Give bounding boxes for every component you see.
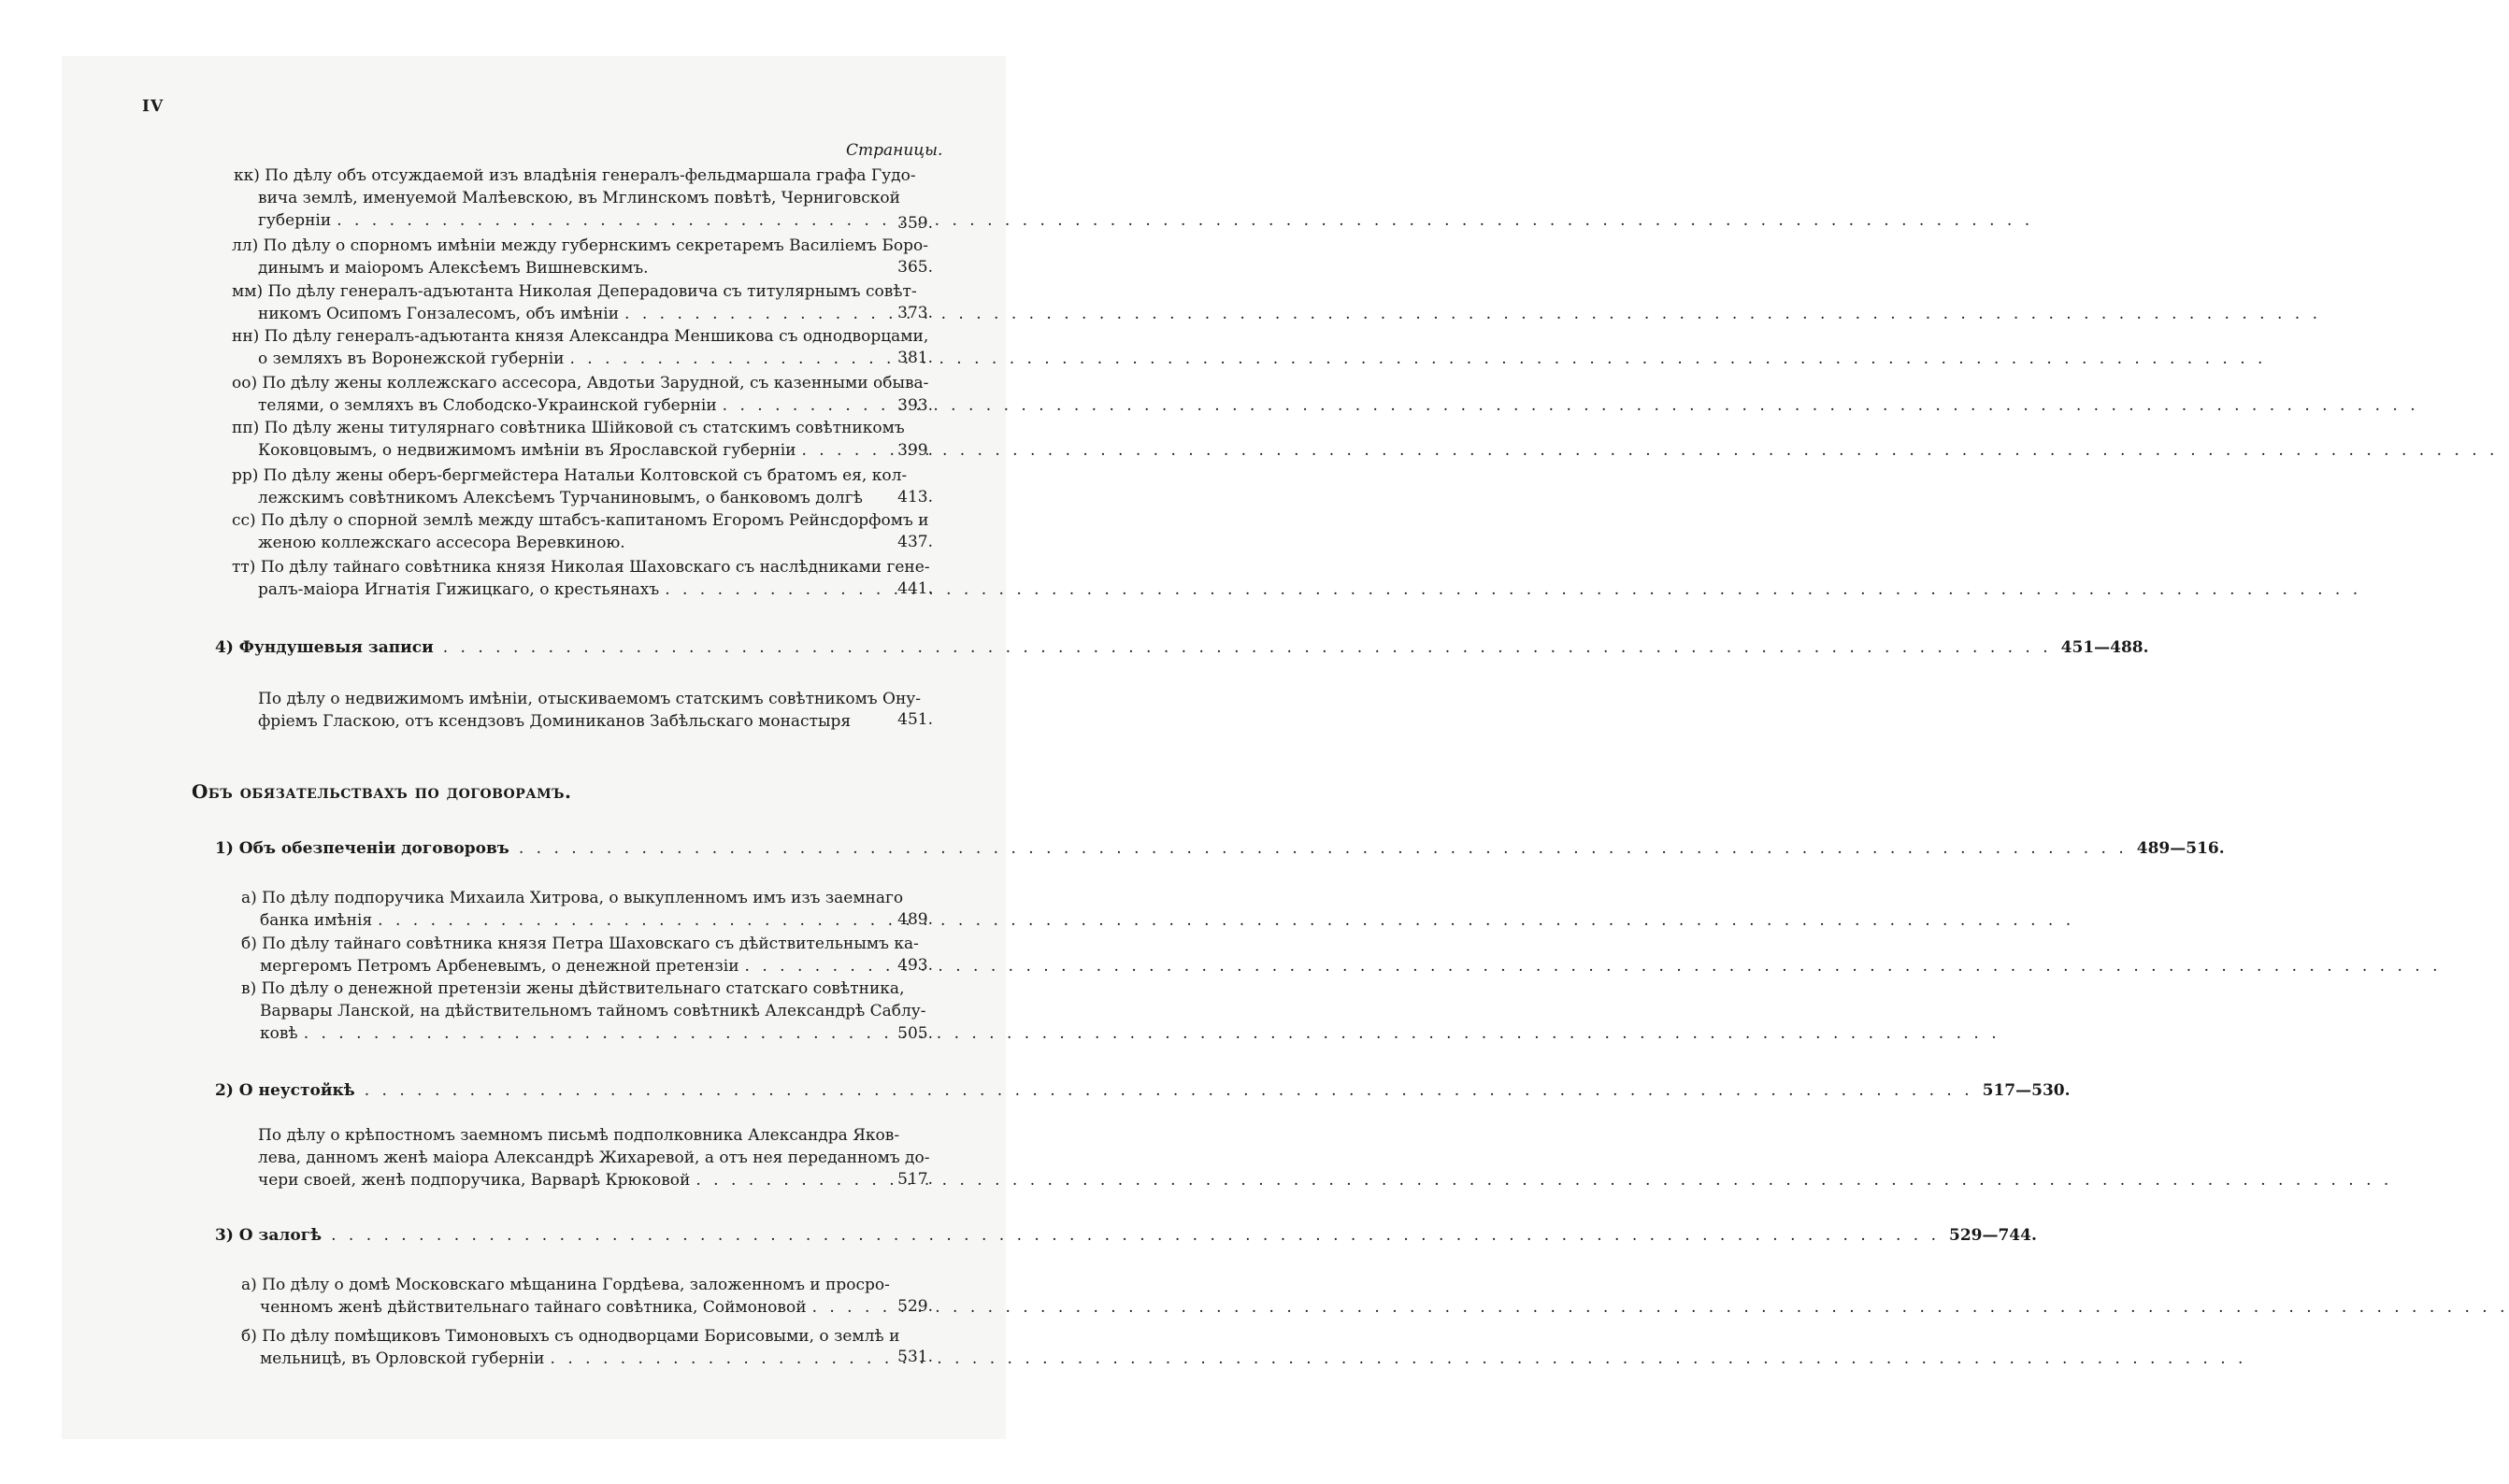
leader-dots xyxy=(801,439,2498,462)
entry-last-line xyxy=(232,257,838,279)
entry-last-line xyxy=(234,209,838,232)
page-ref: 437. xyxy=(897,533,933,551)
leader-dots xyxy=(337,209,2033,232)
section-title: 4) Фундушевыя записи xyxy=(215,638,434,657)
leader-dots xyxy=(812,1296,2509,1319)
entry-last-line xyxy=(232,532,838,554)
leader-dots xyxy=(365,1081,1973,1100)
entry-line: а) По дѣлу о домѣ Московскаго мѣщанина Гордѣева, заложенномъ и просро- xyxy=(241,1276,890,1294)
entry-line: тт) По дѣлу тайнаго совѣтника князя Николая Шаховскаго съ наслѣдниками гене- xyxy=(232,558,930,577)
entry-last-line xyxy=(232,303,838,325)
entry-last-line xyxy=(241,1022,838,1045)
entry-line: а) По дѣлу подпоручика Михаила Хитрова, о выкупленномъ имъ изъ заемнаго xyxy=(241,889,904,907)
leader-dots xyxy=(378,909,2074,932)
entry-line: нн) По дѣлу генералъ-адъютанта князя Александра Меншикова съ однодворцами, xyxy=(232,327,929,346)
page-ref: 365. xyxy=(897,258,933,277)
leader-dots xyxy=(723,394,2419,417)
entry-line: По дѣлу о недвижимомъ имѣніи, отыскиваемомъ статскимъ совѣтникомъ Ону- xyxy=(258,690,922,708)
page-ref: 517. xyxy=(897,1170,933,1189)
entry-text: ченномъ женѣ дѣйствительнаго тайнаго совѣтника, Соймоновой xyxy=(260,1298,807,1317)
entry-last-line xyxy=(241,955,838,977)
section-neustoika xyxy=(215,1081,2071,1100)
entry-text: фріемъ Гласкою, отъ ксендзовъ Доминиканов Забѣльскаго монастыря xyxy=(258,712,852,731)
entry-line: б) По дѣлу тайнаго совѣтника князя Петра Шаховскаго съ дѣйствительнымъ ка- xyxy=(241,935,919,953)
toc-entry-1a xyxy=(241,887,904,932)
entry-last-line xyxy=(258,1169,838,1191)
entry-line: лл) По дѣлу о спорномъ имѣніи между губернскимъ секретаремъ Василіемъ Боро- xyxy=(232,236,928,255)
entry-last-line xyxy=(241,1348,838,1370)
toc-entry-3b xyxy=(241,1325,900,1370)
page-ref: 505. xyxy=(897,1024,933,1043)
entry-line: вича землѣ, именуемой Малѣевскою, въ Мглинскомъ повѣтѣ, Черниговской xyxy=(258,189,900,207)
entry-last-line xyxy=(241,1296,838,1319)
section-page-range: 489—516. xyxy=(2136,839,2225,858)
section-title: 3) О залогѣ xyxy=(215,1226,323,1245)
entry-line: в) По дѣлу о денежной претензіи жены дѣйствительнаго статскаго совѣтника, xyxy=(241,979,905,998)
page-ref: 441. xyxy=(897,579,933,598)
page-ref: 529. xyxy=(897,1297,933,1316)
page-ref: 381. xyxy=(897,349,933,367)
entry-text: лежскимъ совѣтникомъ Алексѣемъ Турчаниновымъ, о банковомъ долгѣ xyxy=(258,489,863,507)
entry-line: мм) По дѣлу генералъ-адъютанта Николая Деперадовича съ титулярнымъ совѣт- xyxy=(232,282,917,301)
entry-text: никомъ Осипомъ Гонзалесомъ, объ имѣніи xyxy=(258,305,620,323)
page-ref: 393. xyxy=(897,396,933,415)
toc-entry-pp xyxy=(232,417,905,462)
entry-text: мергеромъ Петромъ Арбеневымъ, о денежной претензіи xyxy=(260,957,739,976)
leader-dots xyxy=(745,955,2442,977)
entry-text: мельницѣ, въ Орловской губерніи xyxy=(260,1349,545,1368)
entry-line: По дѣлу о крѣпостномъ заемномъ письмѣ подполковника Александра Яков- xyxy=(258,1126,900,1145)
leader-dots xyxy=(331,1226,1940,1245)
entry-last-line xyxy=(258,710,852,733)
entry-text: банка имѣнія xyxy=(260,911,373,930)
entry-line: б) По дѣлу помѣщиковъ Тимоновыхъ съ однодворцами Борисовыми, о землѣ и xyxy=(241,1327,900,1346)
page-ref: 413. xyxy=(897,488,933,507)
entry-text: телями, о земляхъ въ Слободско-Украинской губерніи xyxy=(258,396,717,415)
entry-line: лева, данномъ женѣ маіора Александрѣ Жихаревой, а отъ нея переданномъ до- xyxy=(258,1149,930,1167)
entry-line: рр) По дѣлу жены оберъ-бергмейстера Натальи Колтовской съ братомъ ея, кол- xyxy=(232,466,908,485)
entry-text: чери своей, женѣ подпоручика, Варварѣ Крюковой xyxy=(258,1171,691,1190)
entry-text: Коковцовымъ, о недвижимомъ имѣніи въ Ярославской губерніи xyxy=(258,441,796,460)
part-heading-text: Объ обязательствахъ по договорамъ. xyxy=(192,780,572,803)
page-ref: 493. xyxy=(897,956,933,975)
leader-dots xyxy=(443,638,2052,657)
entry-last-line xyxy=(232,394,838,417)
column-header-pages: Страницы. xyxy=(846,141,943,160)
entry-last-line xyxy=(232,348,838,370)
entry-line: Варвары Ланской, на дѣйствительномъ тайномъ совѣтникѣ Александрѣ Саблу- xyxy=(260,1002,926,1020)
page-ref: 359. xyxy=(897,214,933,233)
entry-last-line xyxy=(232,578,838,601)
entry-line: оо) По дѣлу жены коллежскаго ассесора, Авдотьи Зарудной, съ казенными обыва- xyxy=(232,374,929,392)
part-heading xyxy=(192,780,571,803)
section-fundushevye-zapisi xyxy=(215,638,2149,657)
entry-text: женою коллежскаго ассесора Веревкиною. xyxy=(258,534,625,552)
page-ref: 489. xyxy=(897,910,933,929)
toc-entry-3a xyxy=(241,1274,890,1319)
page-ref: 373. xyxy=(897,304,933,322)
leader-dots xyxy=(570,348,2267,370)
toc-entry-rr xyxy=(232,464,908,509)
section-page-range: 529—744. xyxy=(1948,1226,2037,1245)
entry-text: ралъ-маіора Игнатія Гижицкаго, о крестьянахъ xyxy=(258,580,660,599)
section-page-range: 451—488. xyxy=(2060,638,2149,657)
entry-text: ковѣ xyxy=(260,1024,298,1043)
section-title: 2) О неустойкѣ xyxy=(215,1081,355,1100)
entry-line: сс) По дѣлу о спорной землѣ между штабсъ-капитаномъ Егоромъ Рейнсдорфомъ и xyxy=(232,511,929,530)
section-obespechenie-dogovorov xyxy=(215,839,2225,858)
section-zalog xyxy=(215,1226,2037,1245)
page-ref: 531. xyxy=(897,1348,933,1366)
entry-last-line xyxy=(232,487,863,509)
section-page-range: 517—530. xyxy=(1982,1081,2071,1100)
entry-text: динымъ и маіоромъ Алексѣемъ Вишневскимъ. xyxy=(258,259,649,278)
page-number: IV xyxy=(142,97,165,116)
entry-line: пп) По дѣлу жены титулярнаго совѣтника Шійковой съ статскимъ совѣтникомъ xyxy=(232,419,905,437)
entry-last-line xyxy=(232,439,838,462)
page-ref: 451. xyxy=(897,710,933,729)
entry-last-line xyxy=(241,909,838,932)
section-title: 1) Объ обезпеченіи договоровъ xyxy=(215,839,509,858)
leader-dots xyxy=(519,839,2128,858)
entry-text: губерніи xyxy=(258,211,332,230)
leader-dots xyxy=(695,1169,2392,1191)
entry-line: кк) По дѣлу объ отсуждаемой изъ владѣнія генералъ-фельдмаршала графа Гудо- xyxy=(234,166,916,185)
leader-dots xyxy=(551,1348,2247,1370)
page-ref: 399. xyxy=(897,441,933,460)
leader-dots xyxy=(304,1022,2000,1045)
entry-text: о земляхъ въ Воронежской губерніи xyxy=(258,350,565,368)
